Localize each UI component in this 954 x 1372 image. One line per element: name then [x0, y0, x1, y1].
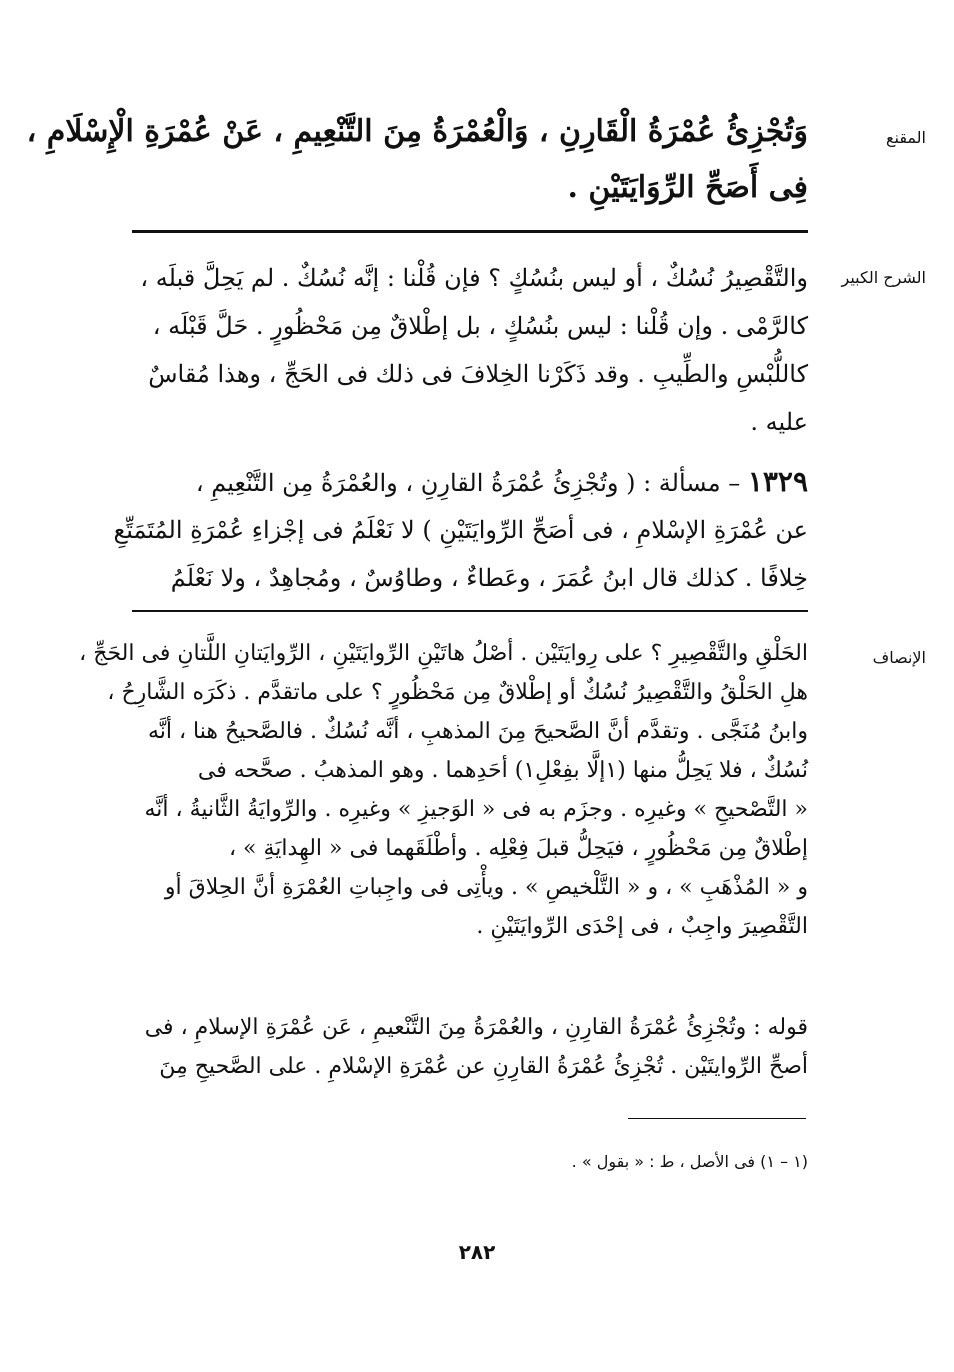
insaf-line: و « المُذْهَبِ » ، و « التَّلْخيصِ » . ويأْتِى فى واجِباتِ العُمْرَةِ أنَّ الحِلاقَ أو [164, 875, 808, 900]
insaf-line: الحَلْقِ والتَّقْصِيرِ ؟ على رِوايَتَيْن . أصْلُ هاتَيْنِ الرِّوايَتَيْنِ ، الرِّوايَتانِ اللَّتانِ فى الحَجِّ ، [79, 641, 808, 666]
sharh-text [132, 254, 808, 446]
masala-number: ١٣٢٩ [747, 465, 808, 498]
footnote-separator [628, 1118, 806, 1119]
insaf-line: التَّقْصِيرَ واجِبٌ ، فى إحْدَى الرِّوايَتَيْنِ . [476, 914, 808, 939]
insaf-line: هلِ الحَلْقُ والتَّقْصِيرُ نُسُكٌ أو إطْلاقٌ مِن مَحْظُورٍ ؟ على ماتقدَّم . ذكَرَه الشَّارِحُ ، [107, 680, 808, 705]
sharh-line: والتَّقْصِيرُ نُسُكٌ ، أو ليس بنُسُكٍ ؟ فإن قُلْنا : إنَّه نُسُكٌ . لم يَحِلَّ قبلَه ، [140, 264, 808, 292]
insaf-line: « التَّصْحيحِ » وغيرِه . وجزَم به فى « الوَجيزِ » وغيرِه . والرِّوايَةُ الثَّانيةُ ، أنَّه [144, 797, 808, 822]
insaf-line: نُسُكٌ ، فلا يَحِلُّ منها (١إلَّا بفِعْلِ١) أحَدِهما . وهو المذهبُ . صحَّحه فى [197, 758, 808, 783]
qawluh-line: قوله : وتُجْزِئُ عُمْرَةُ القارِنِ ، والعُمْرَةُ مِنَ التَّنْعيمِ ، عَن عُمْرَةِ الإسلامِ ، فى [144, 1015, 808, 1040]
sharh-line: كاللُّبْسِ والطِّيبِ . وقد ذَكَرْنا الخِلافَ فى ذلك فى الحَجِّ ، وهذا مُقاسٌ [148, 360, 808, 388]
section-divider-thick [132, 230, 808, 233]
insaf-line: إطْلاقٌ مِن مَحْظُورٍ ، فيَحِلُّ قبلَ فِعْلِه . وأطْلَقَهما فى « الهِدايَةِ » ، [228, 836, 808, 861]
muqni-text [26, 104, 808, 216]
insaf-text [79, 634, 808, 946]
section-divider [132, 610, 808, 612]
masala-text [113, 458, 808, 602]
muqni-line: وَتُجْزِئُ عُمْرَةُ الْقَارِنِ ، وَالْعُمْرَةُ مِنَ التَّنْعِيمِ ، عَنْ عُمْرَةِ الْإِسْلَامِ ، [26, 114, 808, 149]
masala-line: خِلافًا . كذلك قال ابنُ عُمَرَ ، وعَطاءٌ ، وطاوُسٌ ، ومُجاهِدٌ ، ولا نَعْلَمُ [170, 564, 808, 592]
sharh-line: عليه . [750, 408, 808, 436]
footnote: (١ – ١) فى الأصل ، ط : « بقول » . [571, 1152, 808, 1171]
page-number: ٢٨٢ [458, 1240, 496, 1264]
insaf-line: وابنُ مُنَجَّى . وتقدَّم أنَّ الصَّحيحَ مِنَ المذهبِ ، أنَّه نُسُكٌ . فالصَّحيحُ هنا ، أنَّه [147, 719, 808, 744]
sharh-line: كالرَّمْى . وإن قُلْنا : ليس بنُسُكٍ ، بل إطْلاقٌ مِن مَحْظُورٍ . حَلَّ قَبْلَه ، [152, 312, 808, 340]
label-sharh: الشرح الكبير [841, 268, 926, 287]
qawluh-text [132, 1008, 808, 1086]
qawluh-line: أصحِّ الرِّوايتَيْن . تُجْزِئُ عُمْرَةُ القارِنِ عن عُمْرَةِ الإسْلامِ . على الصَّحيحِ مِنَ [159, 1054, 808, 1079]
masala-line: – مسألة : ( وتُجْزِئُ عُمْرَةُ القارِنِ ، والعُمْرَةُ مِن التَّنْعِيمِ ، [195, 469, 741, 497]
masala-line: عن عُمْرَةِ الإسْلامِ ، فى أصَحِّ الرِّوايَتَيْنِ ) لا نَعْلَمُ فى إجْزاءِ عُمْرَةِ المُتَمَتِّعِ [113, 516, 808, 544]
masala-first-line [132, 458, 808, 506]
label-insaf: الإنصاف [872, 648, 926, 667]
label-muqni: المقنع [885, 128, 926, 147]
muqni-line: فِى أَصَحِّ الرِّوَايَتَيْنِ . [567, 170, 808, 205]
